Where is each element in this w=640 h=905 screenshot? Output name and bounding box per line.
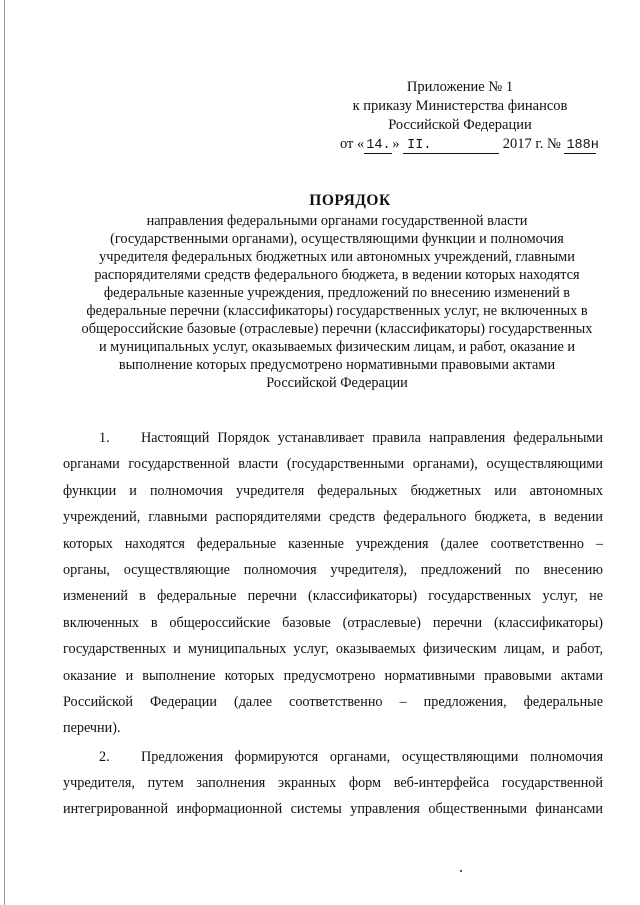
paragraph-line: государственных и муниципальных услуг, оказываемых физическим лицам, и работ, xyxy=(63,641,603,658)
paragraph-line: органы, осуществляющие полномочия учредителя), предложений по внесению xyxy=(63,561,603,578)
paragraph-first-line xyxy=(63,744,603,770)
scan-speck xyxy=(460,870,462,872)
date-prefix: от « xyxy=(340,136,365,152)
subtitle-line: федеральные перечни (классификаторы) государственных услуг, не включенных в xyxy=(86,303,588,319)
subtitle-line: распорядителями средств федерального бюджета, в ведении которых находятся xyxy=(94,267,580,283)
subtitle-line: федеральные казенные учреждения, предложений по внесению изменений в xyxy=(103,285,571,301)
paragraph-number: 1. xyxy=(99,430,110,446)
subtitle-line: Российской Федерации xyxy=(266,375,408,391)
scan-edge-line xyxy=(4,0,5,905)
appendix-block xyxy=(300,78,620,154)
paragraph-2 xyxy=(63,744,603,823)
paragraph-line: которых находятся федеральные казенные учреждения (далее соответственно – xyxy=(63,535,603,552)
paragraph-line: изменений в федеральные перечни (классификаторы) государственных услуг, не xyxy=(63,588,603,605)
paragraph-line: органами государственной власти (государственными органами), осуществляющими xyxy=(63,456,603,473)
appendix-number: Приложение № 1 xyxy=(406,79,514,95)
document-body xyxy=(63,425,603,823)
subtitle-line: (государственными органами), осуществляющими функции и полномочия xyxy=(110,231,564,247)
document-subtitle xyxy=(78,212,596,392)
date-day-close: » xyxy=(392,136,400,152)
date-month: II. xyxy=(403,138,499,154)
order-number: 188н xyxy=(566,138,599,153)
paragraph-1 xyxy=(63,425,603,742)
subtitle-line: направления федеральными органами государственной власти xyxy=(146,213,528,229)
paragraph-line: интегрированной информационной системы управления общественными финансами xyxy=(63,801,603,818)
document-title: ПОРЯДОК xyxy=(309,192,391,209)
paragraph-number: 2. xyxy=(99,748,110,765)
subtitle-line: выполнение которых предусмотрено нормативными правовыми актами xyxy=(118,357,556,373)
paragraph-line: включенных в общероссийские базовые (отраслевые) перечни (классификаторы) xyxy=(63,614,603,631)
date-day: 14. xyxy=(366,138,391,153)
paragraph-line: оказание и выполнение которых предусмотрено нормативными правовыми актами xyxy=(63,667,603,684)
paragraph-first-line xyxy=(63,425,603,451)
paragraph-line: перечни). xyxy=(63,720,121,737)
date-year: 2017 г. № xyxy=(502,136,561,152)
paragraph-line: учредителя, путем заполнения экранных форм веб-интерфейса государственной xyxy=(63,775,603,792)
subtitle-line: и муниципальных услуг, оказываемых физическим лицам, и работ, оказание и xyxy=(98,339,576,355)
paragraph-line: учреждений, главными распорядителями средств федерального бюджета, в ведении xyxy=(63,509,603,526)
paragraph-line: функции и полномочия учредителя федеральных бюджетных или автономных xyxy=(63,482,603,499)
paragraph-line: Российской Федерации (далее соответственно – предложения, федеральные xyxy=(63,693,603,710)
appendix-order-ref: к приказу Министерства финансов xyxy=(352,98,568,114)
appendix-country: Российской Федерации xyxy=(388,117,532,133)
paragraph-first-text: Предложения формируются органами, осуществляющими полномочия xyxy=(141,748,603,765)
subtitle-line: учредителя федеральных бюджетных или автономных учреждений, главными xyxy=(99,249,575,265)
subtitle-line: общероссийские базовые (отраслевые) перечни (классификаторы) государственных xyxy=(81,321,593,337)
appendix-date-line xyxy=(300,135,620,154)
paragraph-first-text: Настоящий Порядок устанавливает правила направления федеральными xyxy=(141,430,603,446)
